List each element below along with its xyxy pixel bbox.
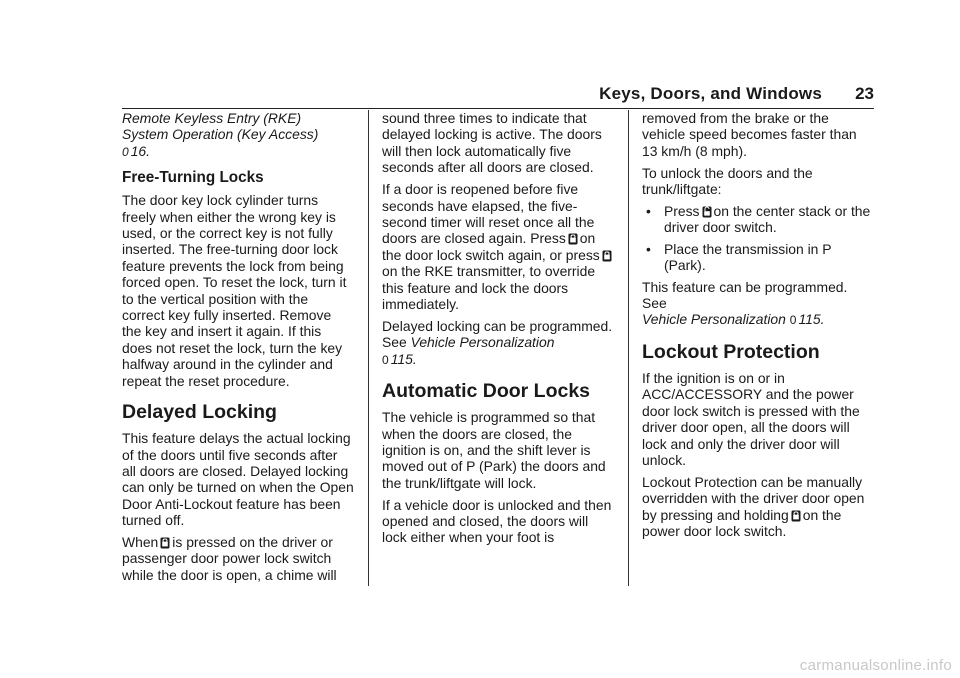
section-title: Keys, Doors, and Windows xyxy=(599,84,822,103)
column-3 xyxy=(642,110,874,545)
lockout-protection-heading: Lockout Protection xyxy=(642,340,820,363)
auto-lock-cont: removed from the brake or the vehicle speed becomes faster than 13 km/h (8 mph). xyxy=(642,110,857,159)
lock-icon xyxy=(160,537,170,549)
free-turning-body: The door key lock cylinder turns freely when either the wrong key is used, or the correct key is not fully inserted. The free-turning door lock feature prevents the lock from being forced open. To reset the lock, turn it to the vertical position with the correct key fully inserted. Remove the key and insert it again. If this does not reset the lock, turn the key halfway around in the cylinder and repeat the reset procedure. xyxy=(122,192,347,389)
rke-reference[interactable]: Remote Keyless Entry (RKE) System Operation (Key Access) 0 16. xyxy=(122,110,319,159)
delayed-locking-cont: sound three times to indicate that delayed locking is active. The doors will then lock automatically five seconds after all doors are closed. xyxy=(382,110,602,176)
page-number: 23 xyxy=(855,84,874,103)
programmed-paragraph: Delayed locking can be programmed. See Vehicle Personalization 0 115. xyxy=(382,317,613,367)
page-ref-arrow-icon: 0 xyxy=(789,313,797,328)
lockout-protection-override: Lockout Protection can be manually overridden with the driver door open by pressing and holding on the power door lock switch. xyxy=(642,473,865,540)
delayed-locking-heading: Delayed Locking xyxy=(122,401,277,424)
unlock-intro: To unlock the doors and the trunk/liftgate: xyxy=(642,164,813,198)
free-turning-heading: Free-Turning Locks xyxy=(122,169,264,187)
lockout-protection-body: If the ignition is on or in ACC/ACCESSORY and the power door lock switch is pressed with the driver door open, all the doors will lock and only the driver door will unlock. xyxy=(642,369,860,468)
list-item: • Press on the center stack or the driver door switch. xyxy=(646,203,871,236)
column-divider xyxy=(368,110,369,586)
unlock-icon xyxy=(702,206,712,218)
column-1 xyxy=(122,110,354,589)
delayed-locking-when: When is pressed on the driver or passenger door power lock switch while the door is open, a chime will xyxy=(122,534,337,583)
lock-icon xyxy=(568,233,578,245)
unlock-steps xyxy=(642,203,874,274)
automatic-door-locks-body: The vehicle is programmed so that when the doors are closed, the ignition is on, and the shift lever is moved out of P (Park) the doors and the trunk/liftgate will lock. xyxy=(382,409,606,491)
list-item: • Place the transmission in P (Park). xyxy=(646,240,832,274)
column-2 xyxy=(382,110,614,551)
page-ref-arrow-icon: 0 xyxy=(382,352,389,367)
reopen-paragraph: If a door is reopened before five seconds have elapsed, the five-second timer will reset once all the doors are closed again. Press on the door lock switch again, or press on the RKE transmitter, to override this feature and lock the doors immediately. xyxy=(382,181,614,312)
automatic-door-locks-unlock: If a vehicle door is unlocked and then opened and closed, the doors will lock either when your foot is xyxy=(382,496,612,546)
column-divider xyxy=(628,110,629,586)
automatic-door-locks-heading: Automatic Door Locks xyxy=(382,380,591,403)
programmed-paragraph: This feature can be programmed. See Vehicle Personalization 0 115. xyxy=(642,278,848,328)
lock-icon xyxy=(791,510,801,522)
watermark: carmanualsonline.info xyxy=(799,657,952,674)
delayed-locking-body: This feature delays the actual locking of the doors until five seconds after all doors are closed. Delayed locking can only be turned on when the Open Door Anti-Lockout feature has been turned off. xyxy=(122,430,354,529)
page-header xyxy=(122,84,874,109)
page-ref-arrow-icon: 0 xyxy=(122,144,129,159)
vehicle-personalization-link[interactable]: Vehicle Personalization xyxy=(642,311,786,328)
vehicle-personalization-link[interactable]: Vehicle Personalization xyxy=(410,334,555,351)
lock-icon xyxy=(602,250,612,262)
